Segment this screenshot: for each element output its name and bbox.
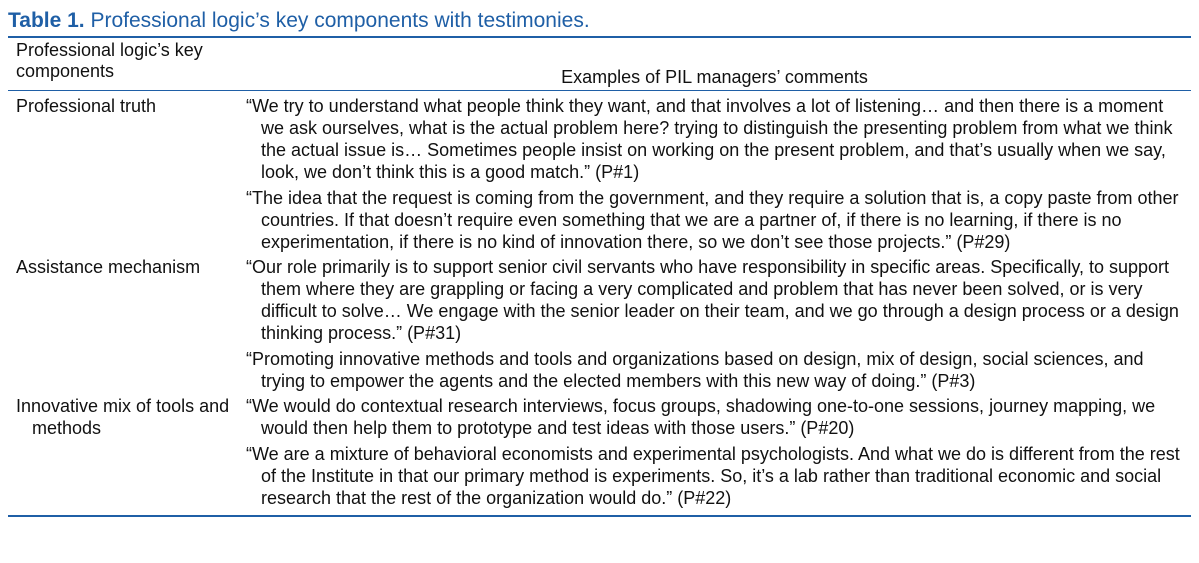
row-comments <box>238 95 1191 253</box>
comment-quote: “We try to understand what people think they want, and that involves a lot of listening… and then there is a moment we ask ourselves, what is the actual problem here? trying to distinguish the presenting problem from what we think the actual issue is… Sometimes people insist on working on the present problem, and that’s usually when we say, look, we don’t think this is a good match.” (P#1) <box>246 96 1173 182</box>
header-key-components: Professional logic’s key components <box>16 40 203 81</box>
row-comments <box>238 256 1191 392</box>
row-component <box>8 256 238 392</box>
table-figure <box>8 0 1191 517</box>
component-label: Innovative mix of tools and methods <box>16 396 230 438</box>
comment-quote: “Our role primarily is to support senior civil servants who have responsibility in specific areas. Specifically, to support them where they are grappling or facing a very complicated and problem that has never been solved, or is very difficult to solve… We engage with the senior leader on their team, and we go through a design process or a design thinking process.” (P#31) <box>246 257 1179 343</box>
table-caption <box>8 6 1191 36</box>
component-label: Professional truth <box>16 96 157 116</box>
row-component <box>8 95 238 253</box>
table-header-row <box>8 38 1191 90</box>
table-row <box>8 95 1191 253</box>
table-label: Table 1. <box>8 9 85 32</box>
comment-quote: “The idea that the request is coming from the government, and they require a solution that is, a copy paste from other countries. If that doesn’t require even something that we are a partner of, if there is no learning, if there is no experimentation, if there is no kind of innovation there, so we don’t see those projects.” (P#29) <box>246 188 1179 252</box>
row-comments <box>238 395 1191 509</box>
bottom-rule <box>8 515 1191 517</box>
table-title: Professional logic’s key components with testimonies. <box>90 9 590 32</box>
table-row <box>8 395 1191 509</box>
component-label: Assistance mechanism <box>16 257 201 277</box>
comment-quote: “We would do contextual research interviews, focus groups, shadowing one-to-one sessions, journey mapping, we would then help them to prototype and test ideas with those users.” (P#20) <box>246 396 1156 438</box>
table-row <box>8 256 1191 392</box>
header-rule <box>8 90 1191 91</box>
header-comments: Examples of PIL managers’ comments <box>561 67 868 87</box>
table-body <box>8 95 1191 515</box>
row-component <box>8 395 238 509</box>
comment-quote: “We are a mixture of behavioral economists and experimental psychologists. And what we do is different from the rest of the Institute in that our primary method is experiments. So, it’s a lab rather than traditional economic and social research that the rest of the organization would do.” (P#22) <box>246 444 1180 508</box>
comment-quote: “Promoting innovative methods and tools and organizations based on design, mix of design, social sciences, and trying to empower the agents and the elected members with this new way of doing.” (P#3) <box>246 349 1144 391</box>
